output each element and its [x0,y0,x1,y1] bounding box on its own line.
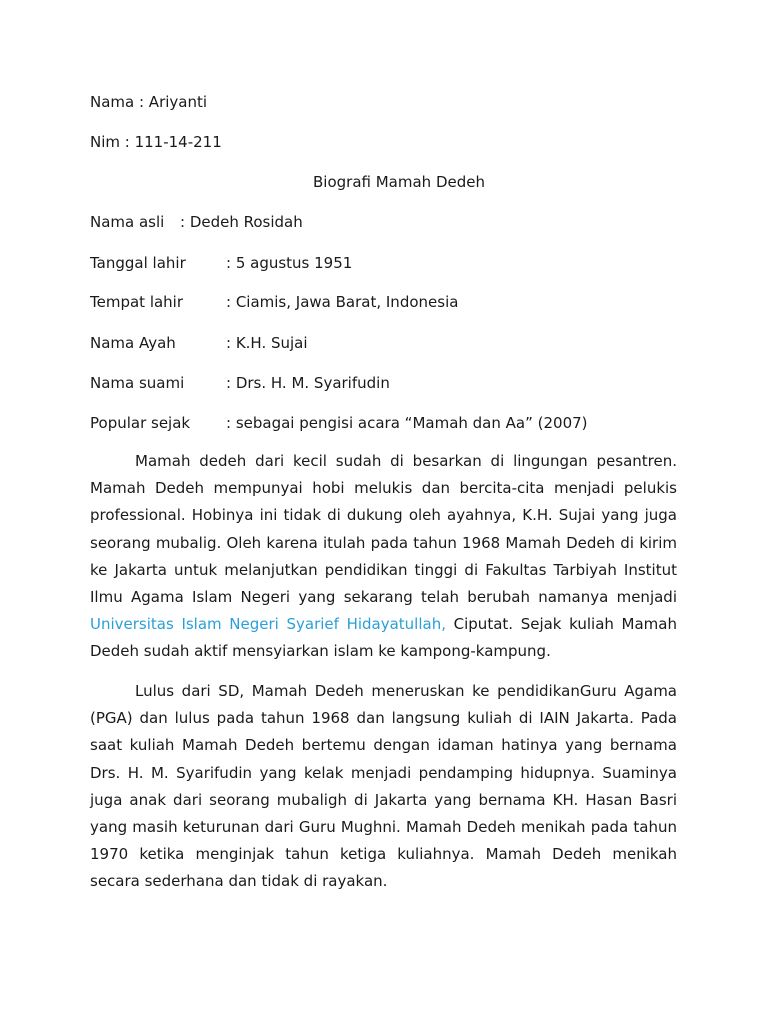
paragraph-text: Mamah dedeh dari kecil sudah di besarkan di lingungan pesantren. Mamah Dedeh mempunyai hobi melukis dan bercita-cita menjadi pelukis professional. Hobinya ini tidak di dukung oleh ayahnya, K.H. Sujai yang juga seorang mubalig. Oleh karena itulah pada tahun 1968 Mamah Dedeh di kirim ke Jakarta untuk melanjutkan pendidikan tinggi di Fakultas Tarbiyah Institut Ilmu Agama Islam Negeri yang sekarang telah berubah namanya menjadi [90,452,677,607]
field-value: : Drs. H. M. Syarifudin [226,374,390,392]
paragraph-1 [90,448,677,666]
paragraph-text: Ciputat. Sejak kuliah Mamah Dedeh sudah aktif mensyiarkan islam ke kampong-kampung. [90,615,677,661]
document-title: Biografi Mamah Dedeh [313,173,485,191]
field-label: Nama suami [90,374,185,392]
student-name-line: Nama : Ariyanti [90,93,208,111]
field-label: Nama Ayah [90,334,176,352]
field-value: : Dedeh Rosidah [180,213,303,231]
field-tanggal-lahir [90,253,690,273]
field-label: Nama asli [90,213,165,231]
field-value: : Ciamis, Jawa Barat, Indonesia [226,293,459,311]
field-nama-suami [90,373,690,393]
field-value: : sebagai pengisi acara “Mamah dan Aa” (2007) [226,414,588,432]
university-link[interactable]: Universitas Islam Negeri Syarief Hidayatullah, [90,615,446,634]
field-popular-sejak [90,413,690,433]
field-value: : K.H. Sujai [226,334,308,352]
student-nim-line: Nim : 111-14-211 [90,133,222,151]
field-nama-asli [90,212,690,232]
field-value: : 5 agustus 1951 [226,254,353,272]
paragraph-2: Lulus dari SD, Mamah Dedeh meneruskan ke pendidikanGuru Agama (PGA) dan lulus pada tahun 1968 dan langsung kuliah di IAIN Jakarta. Pada saat kuliah Mamah Dedeh bertemu dengan idaman hatinya yang bernama Drs. H. M. Syarifudin yang kelak menjadi pendamping hidupnya. Suaminya juga anak dari seorang mubaligh di Jakarta yang bernama KH. Hasan Basri yang masih keturunan dari Guru Mughni. Mamah Dedeh menikah pada tahun 1970 ketika menginjak tahun ketiga kuliahnya. Mamah Dedeh menikah secara sederhana dan tidak di rayakan. [90,682,677,891]
field-tempat-lahir [90,292,690,312]
field-nama-ayah [90,333,690,353]
field-label: Popular sejak [90,414,191,432]
field-label: Tempat lahir [90,293,184,311]
field-label: Tanggal lahir [90,254,186,272]
